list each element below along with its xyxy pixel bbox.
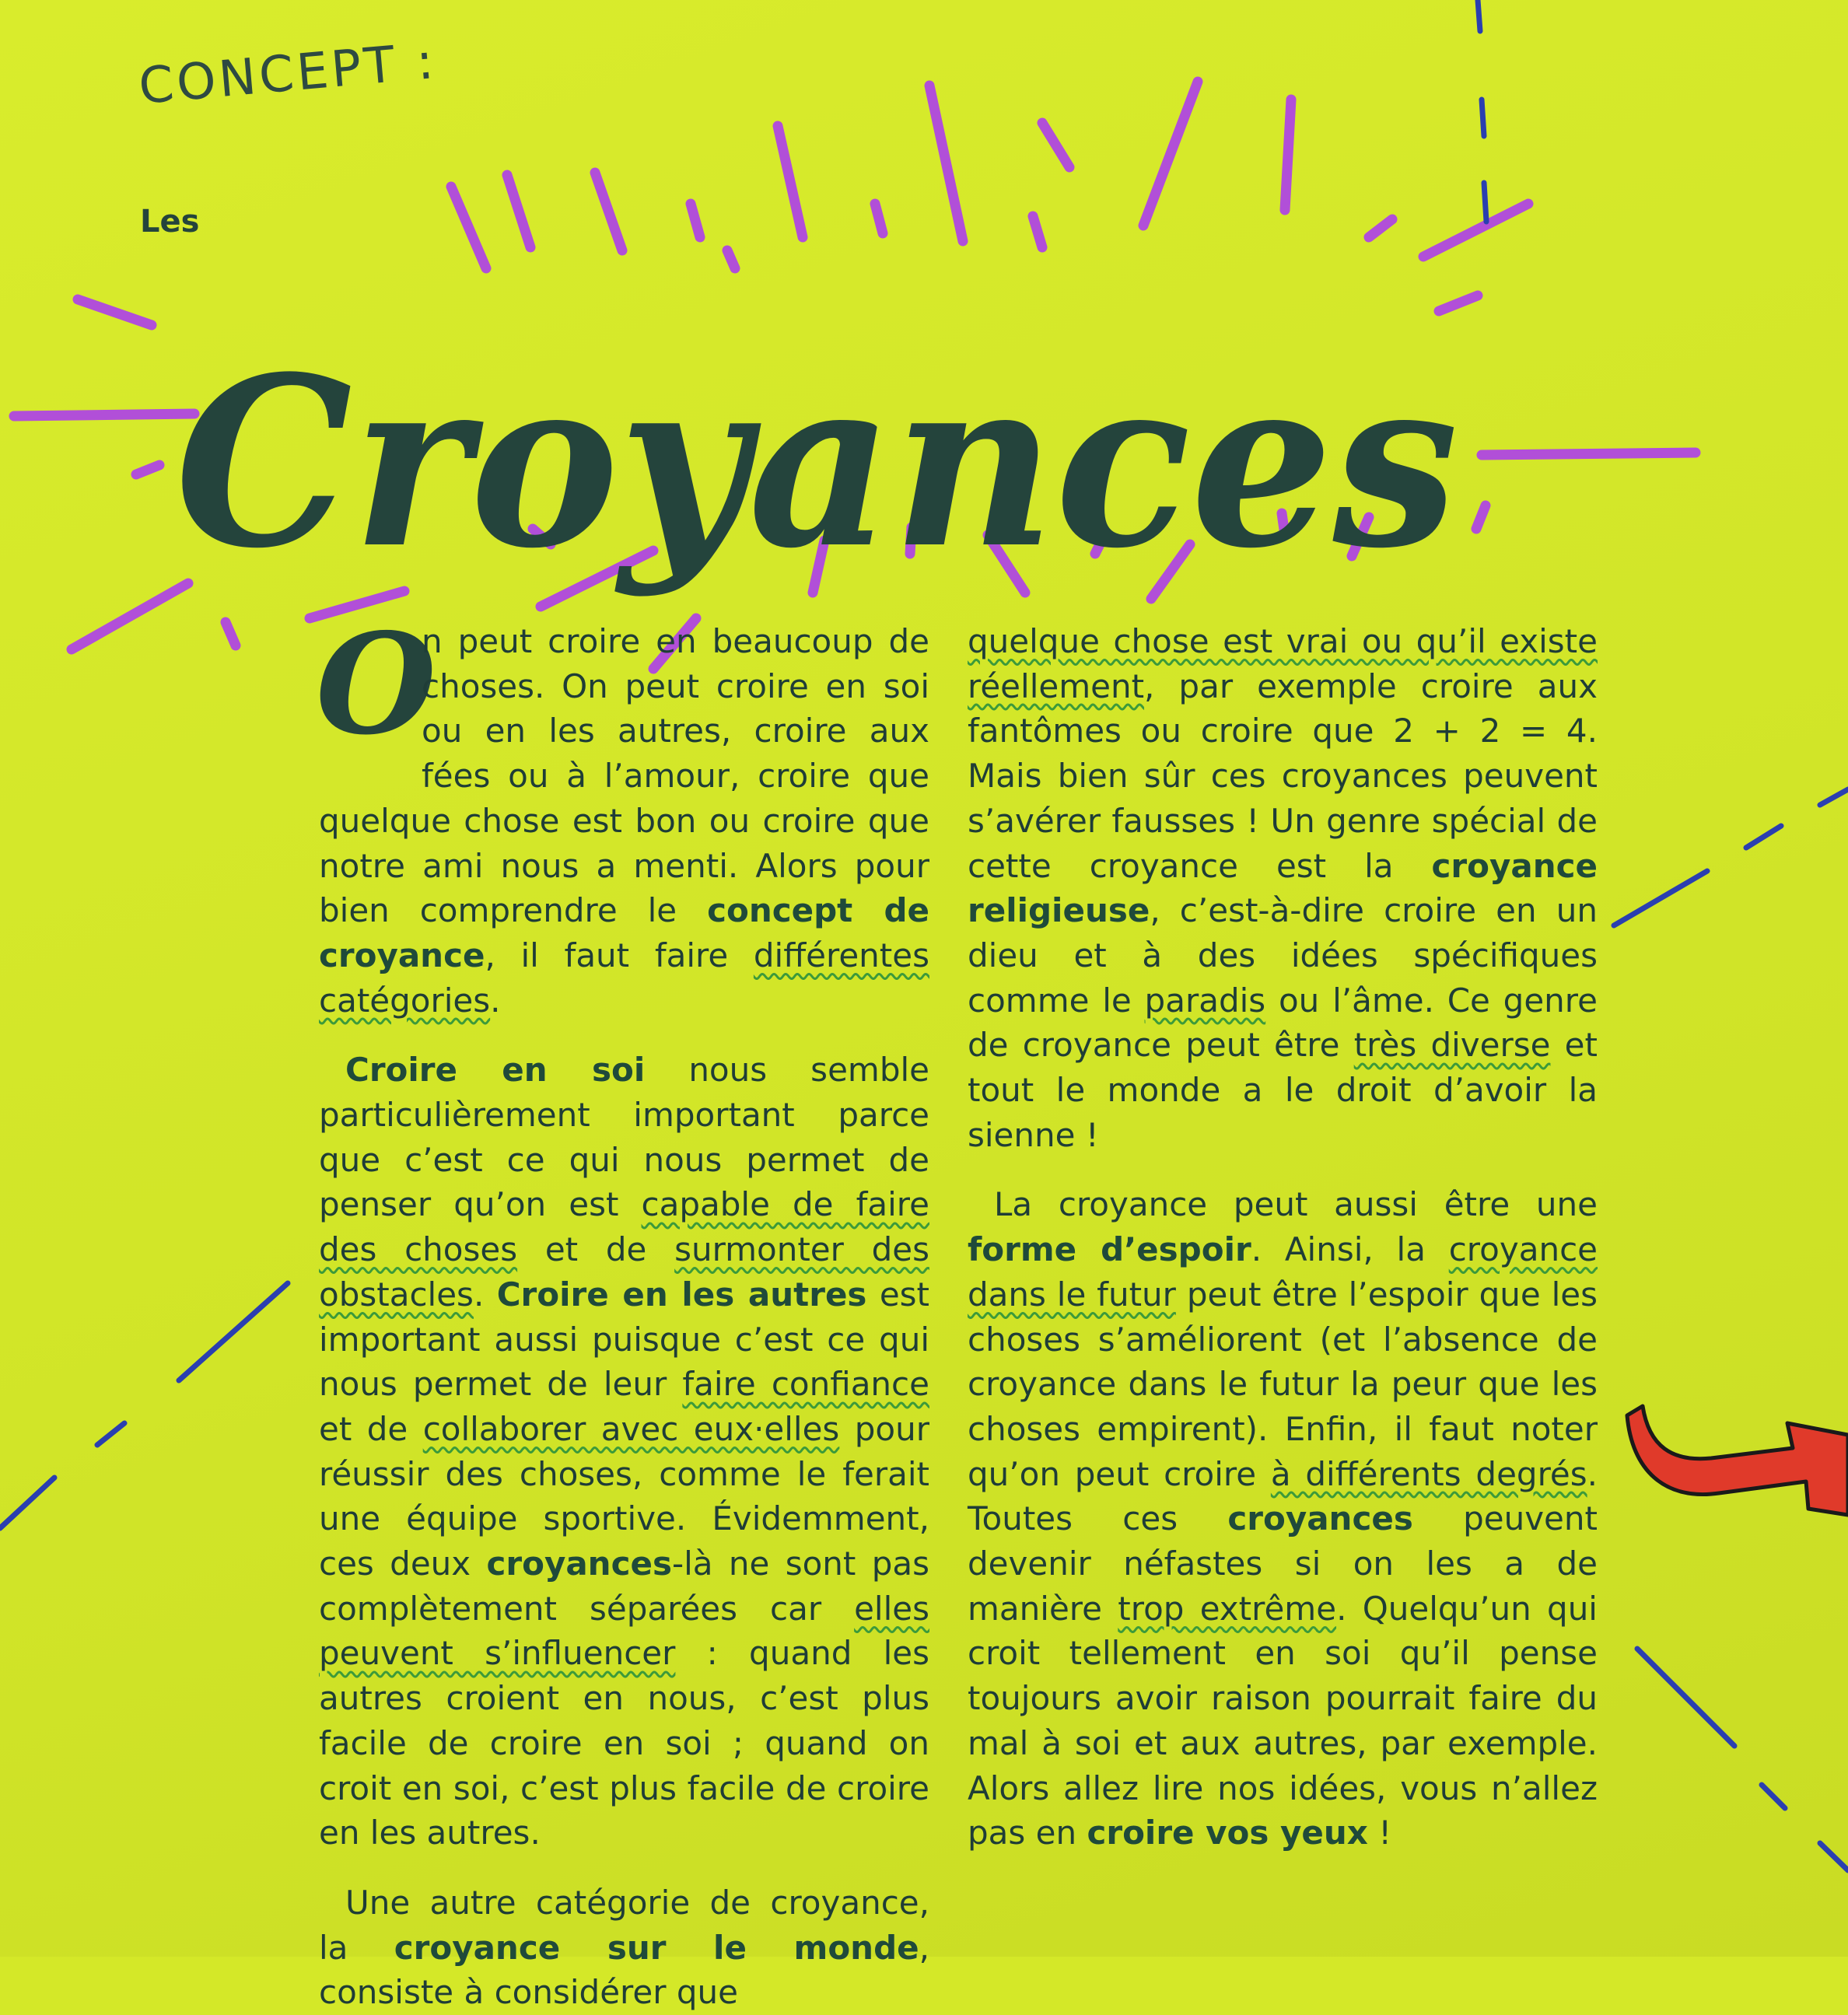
body-text: -là ne sont pas complètement séparées car (319, 1544, 929, 1628)
underlined-term: elles peuvent s’influencer (319, 1589, 929, 1673)
body-text: et de (319, 1409, 423, 1448)
bold-term: Croire en les autres (496, 1275, 867, 1314)
body-text: . Toutes ces (968, 1454, 1598, 1538)
body-text: , par exemple croire aux fantômes ou croire que 2 + 2 = 4. Mais bien sûr ces croyances peuvent s’avérer fausses ! Un genre spécial de cette croyance est la (968, 666, 1598, 885)
body-text: peuvent devenir néfastes si on les a de manière (968, 1499, 1598, 1628)
underlined-term: croyance dans le futur (968, 1230, 1598, 1314)
body-text: nous semble particulièrement important parce que c’est ce qui nous permet de penser qu’on est (319, 1051, 929, 1224)
bold-term: croyances (1227, 1499, 1413, 1538)
body-text: ! (1367, 1814, 1392, 1852)
body-text: et de (517, 1230, 675, 1269)
underlined-term: surmonter des obstacles (319, 1230, 929, 1314)
body-text: et tout le monde a le droit d’avoir la sienne ! (968, 1026, 1598, 1154)
bold-term: croyance sur le monde (394, 1928, 919, 1967)
title-article: Les (140, 204, 200, 240)
text-column-right (968, 619, 1598, 1856)
body-text: est important aussi puisque c’est ce qui nous permet de leur (319, 1275, 930, 1404)
intro-text: , il faut faire (485, 936, 754, 974)
bold-term: Croire en soi (345, 1051, 646, 1090)
body-text: La croyance peut aussi être une (994, 1185, 1598, 1224)
underlined-term: collaborer avec eux·elles (422, 1409, 840, 1448)
curved-arrow-icon (1627, 1406, 1848, 1515)
page-title: Croyances (175, 325, 1458, 600)
text-column-left (316, 603, 930, 2015)
underlined-term: trop extrême (1118, 1589, 1337, 1628)
body-text: peut être l’espoir que les choses s’améliorent (et l’absence de croyance dans le futur la peur que les choses empirent). Enfin, il faut noter qu’on peut croire (968, 1275, 1598, 1493)
bold-term: croire vos yeux (1087, 1814, 1368, 1852)
paragraph-espoir (968, 1182, 1598, 1856)
underlined-term: différentes catégories (319, 936, 929, 1020)
title-art (0, 0, 1848, 622)
paragraph-croyance-monde (319, 1880, 929, 2015)
underlined-term: quelque chose est vrai ou qu’il existe réellement (968, 622, 1598, 705)
drop-cap: O (316, 603, 437, 765)
bold-term: croyances (486, 1544, 672, 1583)
body-text: , c’est-à-dire croire en un dieu et à des idées spécifiques comme le (968, 891, 1598, 1020)
underlined-term: capable de faire des choses (319, 1185, 929, 1269)
body-text: ou l’âme. Ce genre de croyance peut être (968, 981, 1598, 1065)
paragraph-croire-en-soi (319, 1048, 929, 1856)
body-text: . Quelqu’un qui croit tellement en soi qu’il pense toujours avoir raison pourrait faire du mal à soi et aux autres, par exemple. Alors allez lire nos idées, vous n’allez pas en (968, 1589, 1598, 1852)
bold-term: forme d’espoir (968, 1230, 1251, 1269)
body-text: . (473, 1275, 497, 1314)
paragraph-croyance-monde-cont (968, 619, 1598, 1157)
body-text: Une autre catégorie de croyance, la (319, 1883, 929, 1967)
intro-text: n peut croire en beaucoup de choses. On peut croire en soi ou en les autres, croire aux fées ou à l’amour, croire que quelque chose est bon ou croire que notre ami nous a menti. Alors pour bien comprendre le (319, 622, 929, 930)
concept-kicker: CONCEPT : (136, 32, 439, 116)
underlined-term: à différents degrés (1270, 1454, 1587, 1493)
bold-term: croyance religieuse (968, 846, 1598, 930)
intro-text: . (490, 981, 501, 1020)
underlined-term: très diverse (1353, 1026, 1551, 1065)
underlined-term: faire confiance (682, 1365, 929, 1404)
body-text: : quand les autres croient en nous, c’est plus facile de croire en soi ; quand on croit en soi, c’est plus facile de croire en les autres. (319, 1634, 929, 1852)
bold-term: concept de croyance (319, 891, 929, 974)
body-text: pour réussir des choses, comme le ferait une équipe sportive. Évidemment, ces deux (319, 1409, 930, 1583)
body-text: , consiste à considérer que (319, 1928, 929, 2012)
intro-paragraph (316, 603, 929, 1023)
underlined-term: paradis (1144, 981, 1266, 1020)
body-text: . Ainsi, la (1251, 1230, 1449, 1269)
